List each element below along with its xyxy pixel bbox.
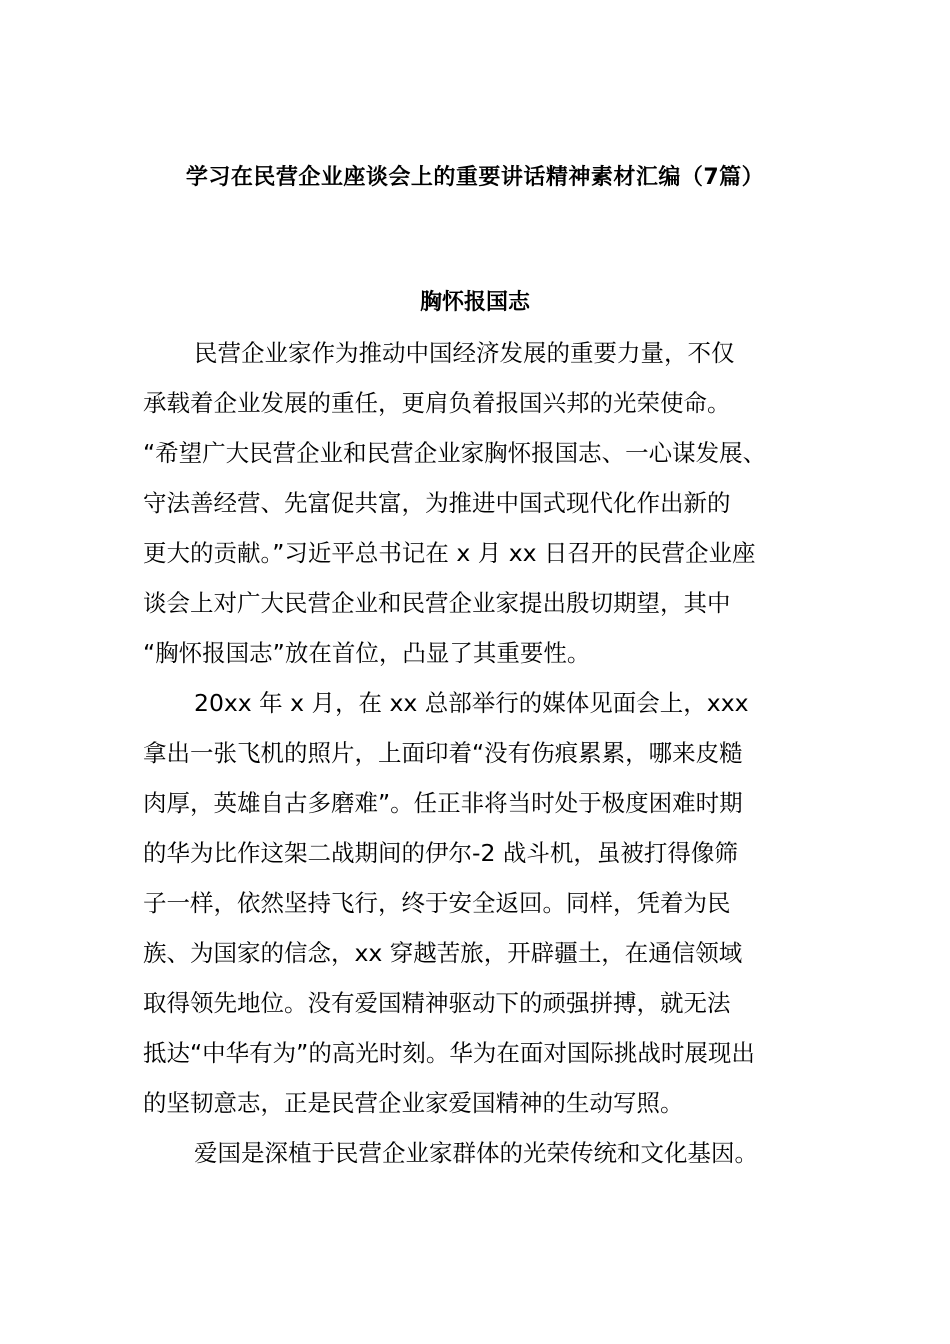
document-title: 学习在民营企业座谈会上的重要讲话精神素材汇编（7篇） [185,165,765,190]
paragraph-line: 族、为国家的信念，xx 穿越苦旅，开辟疆土，在通信领域 [143,939,743,967]
paragraph-line: 取得领先地位。没有爱国精神驱动下的顽强拼搏，就无法 [143,989,731,1017]
paragraph-line: 民营企业家作为推动中国经济发展的重要力量，不仅 [194,339,735,367]
paragraph-line: 的华为比作这架二战期间的伊尔-2 战斗机，虽被打得像筛 [143,839,738,867]
paragraph-line: 20xx 年 x 月，在 xx 总部举行的媒体见面会上，xxx [194,689,749,717]
paragraph-line: “希望广大民营企业和民营企业家胸怀报国志、一心谋发展、 [143,439,767,467]
paragraph-line: 承载着企业发展的重任，更肩负着报国兴邦的光荣使命。 [143,389,731,417]
paragraph-line: 子一样，依然坚持飞行，终于安全返回。同样，凭着为民 [143,889,731,917]
paragraph-line: 谈会上对广大民营企业和民营企业家提出殷切期望，其中 [143,589,731,617]
paragraph-line: 的坚韧意志，正是民营企业家爱国精神的生动写照。 [143,1089,684,1117]
paragraph-line: “胸怀报国志”放在首位，凸显了其重要性。 [143,639,591,667]
section-heading: 胸怀报国志 [419,290,530,315]
paragraph-line: 抵达“中华有为”的高光时刻。华为在面对国际挑战时展现出 [143,1039,755,1067]
paragraph-line: 拿出一张飞机的照片，上面印着“没有伤痕累累，哪来皮糙 [143,739,743,767]
paragraph-line: 肉厚，英雄自古多磨难”。任正非将当时处于极度困难时期 [143,789,743,817]
paragraph-line: 爱国是深植于民营企业家群体的光荣传统和文化基因。 [194,1139,758,1167]
paragraph-line: 更大的贡献。”习近平总书记在 x 月 xx 日召开的民营企业座 [143,539,756,567]
paragraph-line: 守法善经营、先富促共富，为推进中国式现代化作出新的 [143,489,731,517]
